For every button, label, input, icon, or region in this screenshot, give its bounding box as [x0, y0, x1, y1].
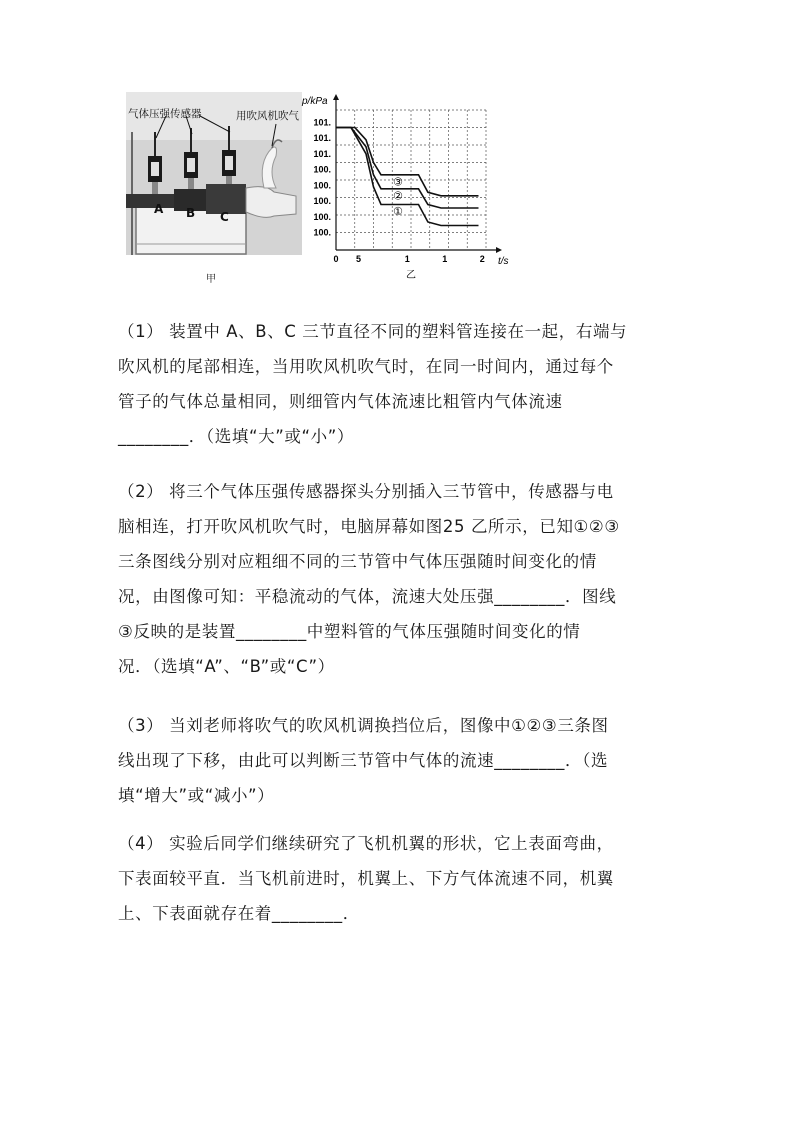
blower-label: 用吹风机吹气 — [236, 110, 299, 122]
question-line: 管子的气体总量相同，则细管内气体流速比粗管内气体流速 — [118, 392, 563, 411]
question-line: 吹风机的尾部相连，当用吹风机吹气时，在同一时间内，通过每个 — [118, 357, 614, 376]
y-tick-label: 100. — [313, 227, 331, 238]
y-tick-label: 100. — [313, 164, 331, 175]
question-3 — [118, 708, 678, 813]
x-tick-label: 2 — [479, 254, 485, 264]
y-tick-label: 100. — [313, 180, 331, 191]
figure-yi-caption: 乙 — [406, 270, 416, 281]
x-axis-arrow — [496, 247, 502, 253]
question-line: （2） 将三个气体压强传感器探头分别插入三节管中，传感器与电 — [118, 482, 614, 501]
x-tick-label: 1 — [442, 254, 448, 264]
y-tick-label: 101. — [313, 133, 331, 143]
question-line: 脑相连，打开吹风机吹气时，电脑屏幕如图25 乙所示，已知①②③ — [118, 517, 620, 536]
y-tick-label: 100. — [313, 211, 331, 222]
pipe-label-b: B — [186, 206, 196, 220]
question-2 — [118, 474, 678, 684]
y-axis-arrow — [333, 94, 339, 100]
x-axis-label: t/s — [498, 256, 509, 267]
question-line: 填“增大”或“减小”） — [118, 786, 275, 805]
series-label: ③ — [392, 175, 403, 189]
question-1 — [118, 314, 678, 454]
series-line — [336, 128, 479, 226]
x-tick-label: 5 — [355, 254, 362, 264]
question-line: 线出现了下移，由此可以判断三节管中气体的流速________．（选 — [118, 751, 609, 770]
question-line: 三条图线分别对应粗细不同的三节管中气体压强随时间变化的情 — [118, 552, 597, 571]
y-tick-label: 100. — [313, 196, 331, 206]
pressure-time-graph — [300, 92, 509, 282]
series-label: ① — [392, 205, 403, 218]
question-4 — [118, 826, 678, 931]
question-line: 况．（选填“A”、“B”或“C”） — [118, 657, 335, 676]
sensor-label: 气体压强传感器 — [128, 108, 202, 120]
question-line: （4） 实验后同学们继续研究了飞机机翼的形状，它上表面弯曲， — [118, 834, 614, 853]
figure-area — [124, 92, 509, 292]
y-tick-label: 101. — [313, 148, 331, 159]
x-tick-label: 0 — [333, 254, 339, 264]
x-tick-label: 1 — [404, 254, 410, 264]
figure-jia-caption: 甲 — [206, 274, 216, 285]
question-line: ③反映的是装置________中塑料管的气体压强随时间变化的情 — [118, 622, 581, 641]
question-line: 况，由图像可知：平稳流动的气体，流速大处压强________．图线 — [118, 587, 617, 606]
y-tick-label: 101. — [313, 117, 331, 128]
question-line: （1） 装置中 A、B、C 三节直径不同的塑料管连接在一起，右端与 — [118, 322, 628, 341]
question-line: 上、下表面就存在着________． — [118, 904, 360, 923]
pipe-label-c: C — [220, 210, 229, 224]
chart-svg — [300, 92, 509, 282]
question-line: （3） 当刘老师将吹气的吹风机调换挡位后，图像中①②③三条图 — [118, 716, 609, 735]
series-label: ② — [392, 189, 403, 203]
question-line: 下表面较平直．当飞机前进时，机翼上、下方气体流速不同，机翼 — [118, 869, 614, 888]
pipe-label-a: A — [154, 202, 164, 216]
question-line: ________．（选填“大”或“小”） — [118, 427, 354, 446]
apparatus-photo — [126, 92, 302, 285]
y-axis-label: p/kPa — [302, 96, 328, 107]
